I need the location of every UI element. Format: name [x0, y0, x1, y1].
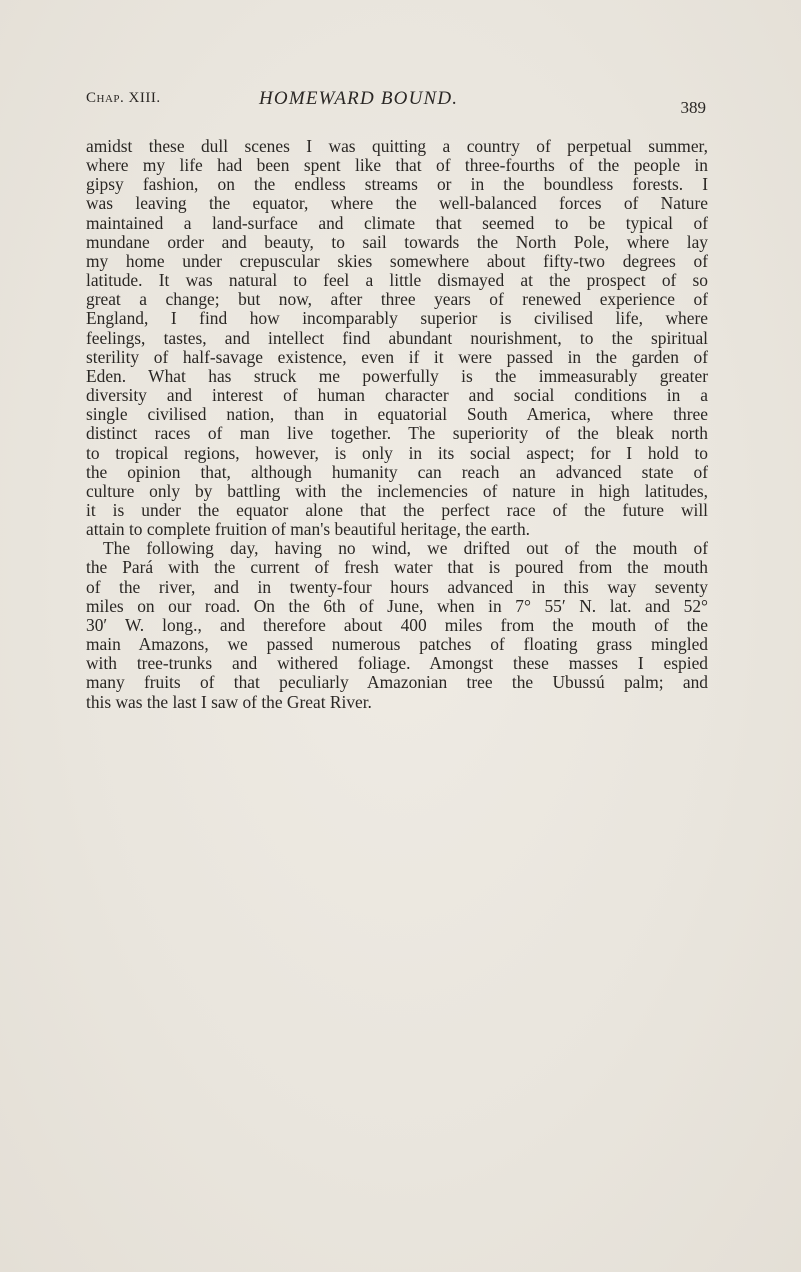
text-line: culture only by battling with the inclemencies of nature in high latitudes, [86, 481, 708, 501]
text-line: main Amazons, we passed numerous patches of floating grass mingled [86, 635, 708, 655]
text-line: latitude. It was natural to feel a little dismayed at the prospect of so [86, 271, 708, 291]
text-line: maintained a land-surface and climate that seemed to be typical of [86, 213, 708, 233]
text-line: amidst these dull scenes I was quitting a country of perpetual summer, [86, 137, 708, 156]
text-line: the opinion that, although humanity can reach an advanced state of [86, 462, 708, 482]
text-line: gipsy fashion, on the endless streams or in the boundless forests. I [86, 175, 708, 195]
text-line: great a change; but now, after three years of renewed experience of [86, 290, 708, 310]
text-line: the Pará with the current of fresh water that is poured from the mouth [86, 558, 708, 578]
text-line: attain to complete fruition of man's beautiful heritage, the earth. [86, 520, 531, 540]
text-line: miles on our road. On the 6th of June, when in 7° 55′ N. lat. and 52° [86, 596, 708, 616]
text-line: with tree-trunks and withered foliage. Amongst these masses I espied [86, 654, 708, 674]
text-line: 30′ W. long., and therefore about 400 miles from the mouth of the [86, 615, 708, 635]
text-line: of the river, and in twenty-four hours advanced in this way seventy [86, 577, 708, 597]
text-line: distinct races of man live together. The superiority of the bleak north [86, 424, 708, 444]
chapter-label: Chap. XIII. [86, 90, 161, 106]
text-line: sterility of half-savage existence, even if it were passed in the garden of [86, 347, 708, 367]
body-text [86, 137, 708, 712]
running-head [86, 88, 706, 118]
text-line: England, I find how incomparably superior is civilised life, where [86, 309, 708, 329]
page-number: 389 [680, 98, 706, 117]
text-line: mundane order and beauty, to sail towards the North Pole, where lay [86, 232, 708, 252]
text-line: was leaving the equator, where the well-balanced forces of Nature [86, 194, 708, 214]
text-line: to tropical regions, however, is only in its social aspect; for I hold to [86, 443, 708, 463]
text-line: this was the last I saw of the Great River. [86, 692, 372, 712]
text-line: single civilised nation, than in equatorial South America, where three [86, 405, 708, 425]
text-line: many fruits of that peculiarly Amazonian tree the Ubussú palm; and [86, 673, 708, 693]
text-line: Eden. What has struck me powerfully is the immeasurably greater [86, 366, 708, 386]
text-line: it is under the equator alone that the perfect race of the future will [86, 500, 708, 520]
text-line: diversity and interest of human character and social conditions in a [86, 386, 708, 406]
text-line: The following day, having no wind, we drifted out of the mouth of [103, 539, 708, 559]
text-line: where my life had been spent like that of three-fourths of the people in [86, 156, 708, 176]
text-line: feelings, tastes, and intellect find abundant nourishment, to the spiritual [86, 328, 708, 348]
text-line: my home under crepuscular skies somewhere about fifty-two degrees of [86, 251, 708, 271]
running-title: HOMEWARD BOUND. [259, 88, 459, 109]
